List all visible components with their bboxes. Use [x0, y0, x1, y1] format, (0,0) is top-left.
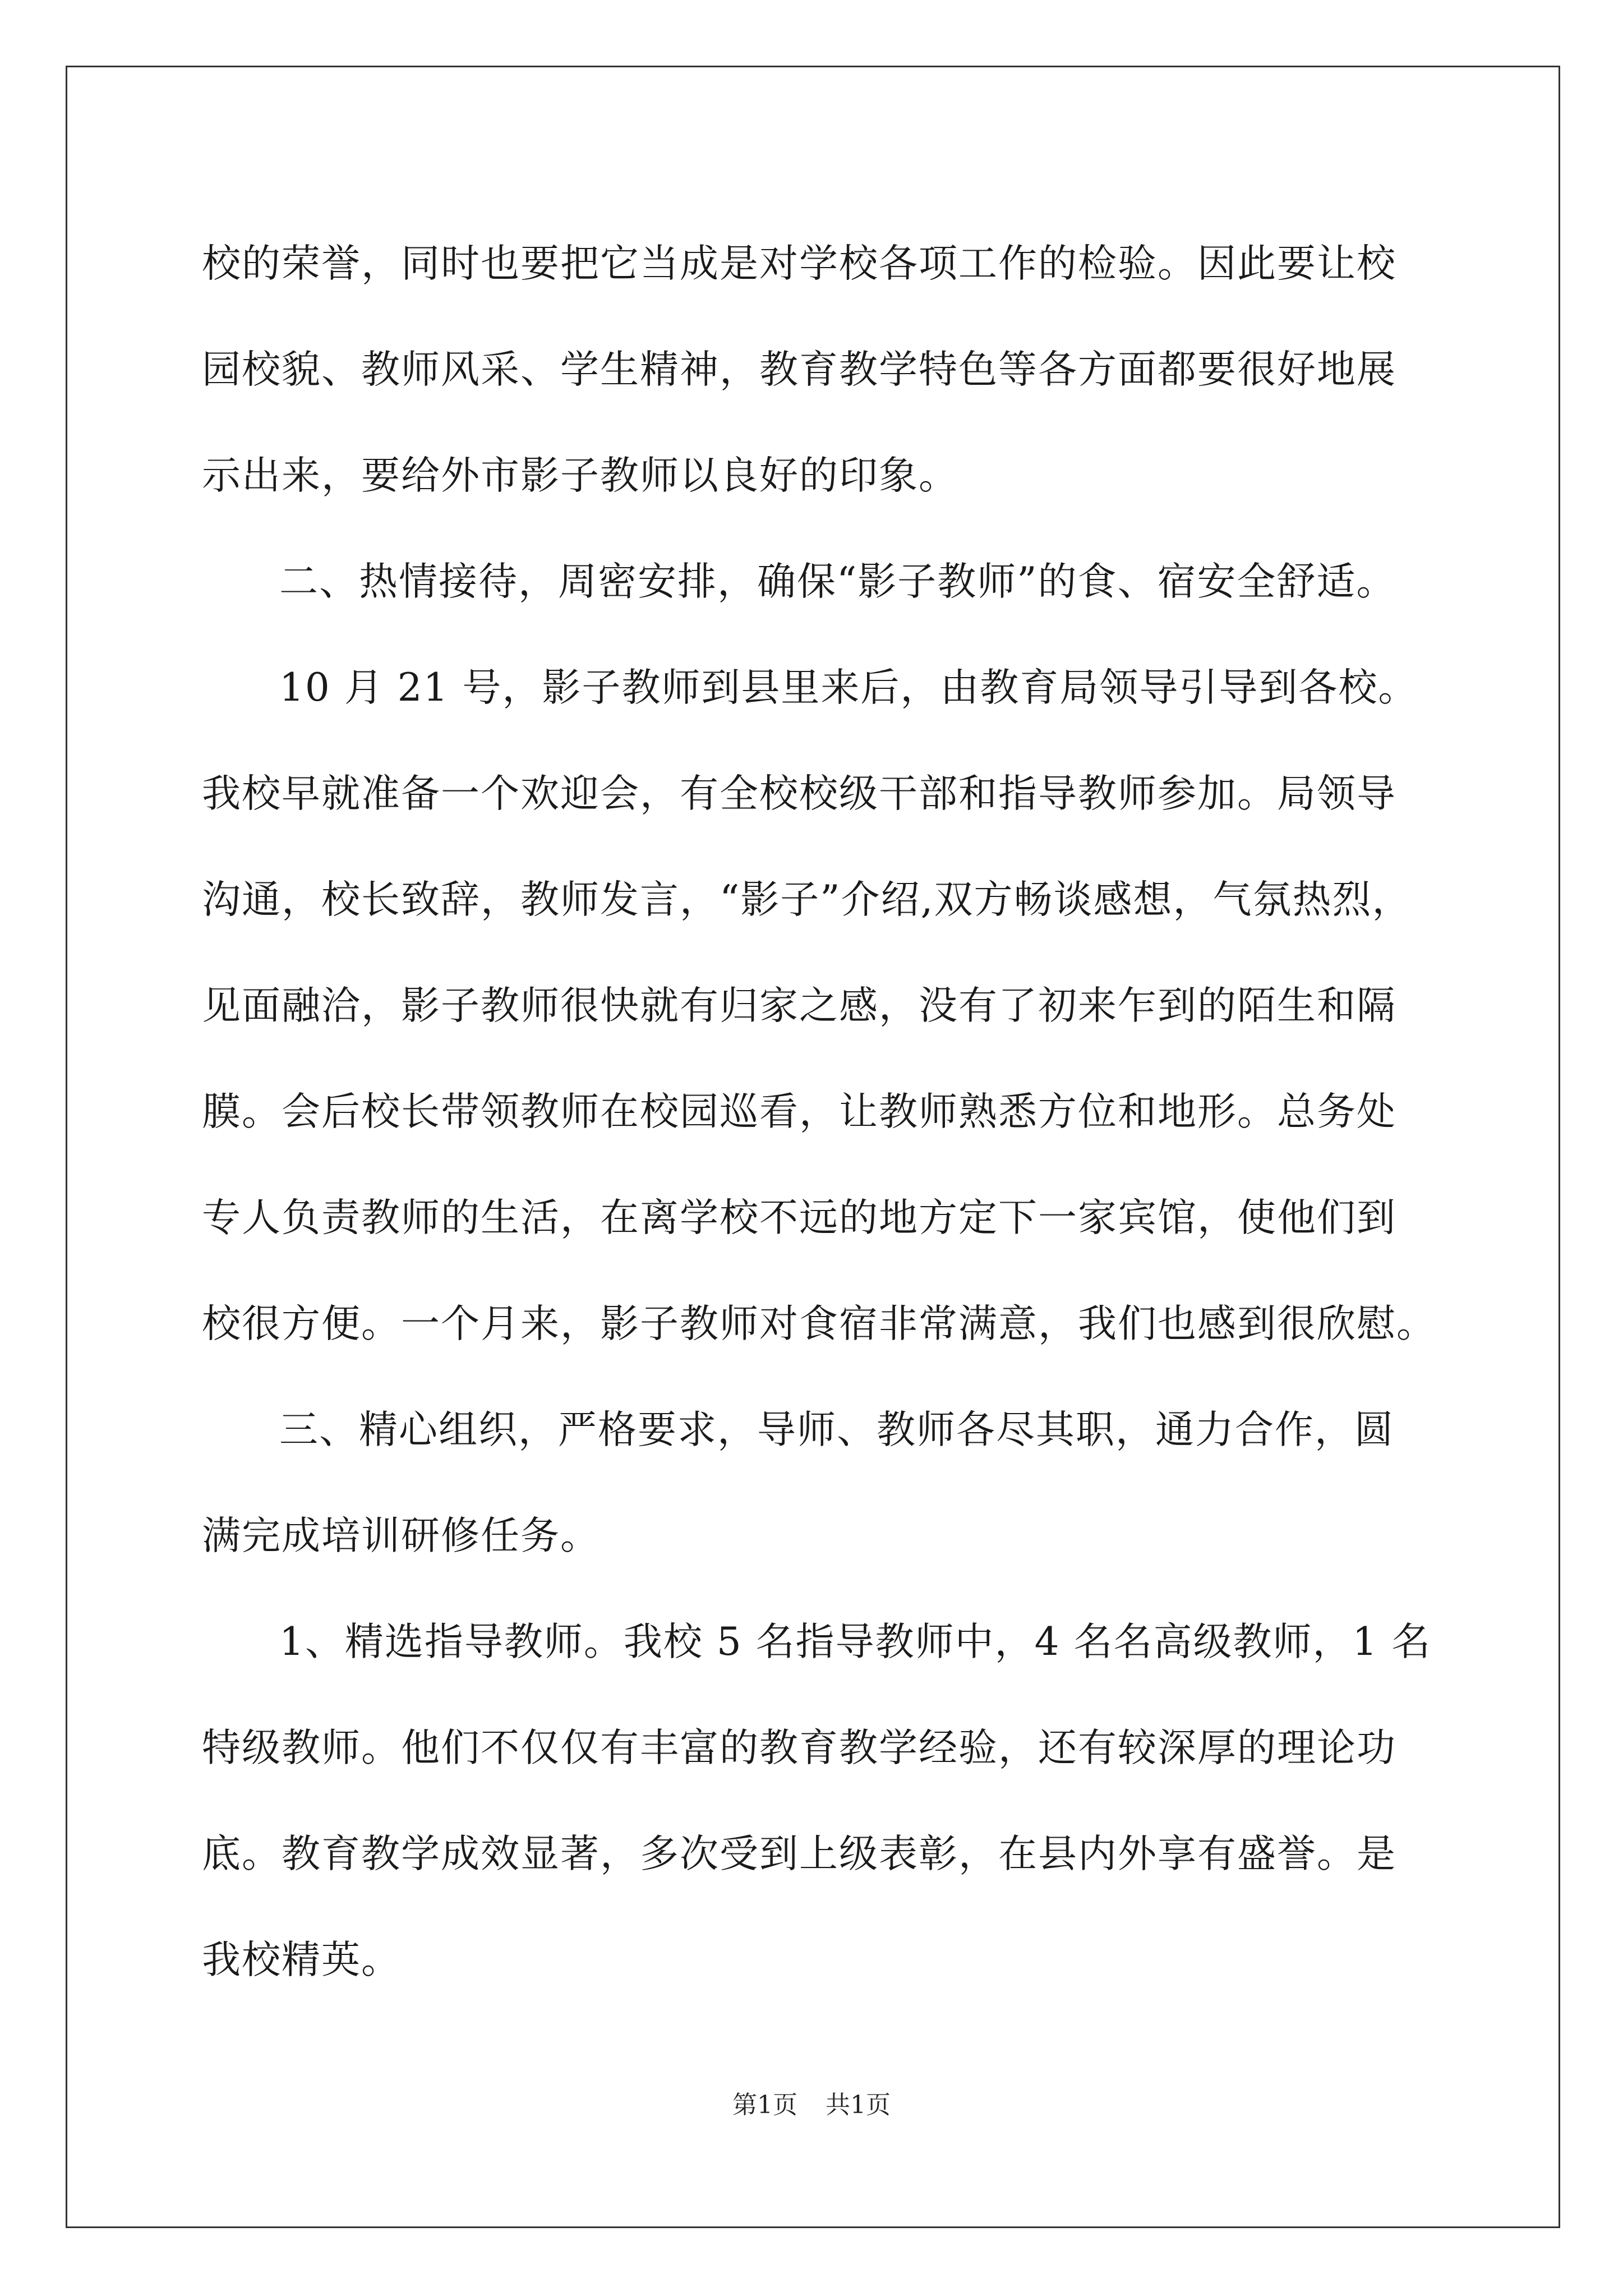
text-line: 10 月 21 号，影子教师到县里来后，由教育局领导引导到各校。: [279, 665, 1418, 710]
section-heading-2: 二、热情接待，周密安排，确保“影子教师”的食、宿安全舒适。: [279, 559, 1396, 604]
text-line: 见面融洽，影子教师很快就有归家之感，没有了初来乍到的陌生和隔: [202, 983, 1396, 1028]
document-body: [202, 211, 1436, 2013]
text-line: 沟通，校长致辞，教师发言，“影子”介绍,双方畅谈感想，气氛热烈，: [202, 877, 1412, 922]
text-line: 膜。会后校长带领教师在校园巡看，让教师熟悉方位和地形。总务处: [202, 1089, 1396, 1134]
text-line: 示出来，要给外市影子教师以良好的印象。: [202, 453, 958, 498]
text-line: 底。教育教学成效显著，多次受到上级表彰，在县内外享有盛誉。是: [202, 1832, 1396, 1876]
page-total: 共1页: [826, 2091, 891, 2119]
page-footer: [0, 2085, 1623, 2120]
text-line: 特级教师。他们不仅仅有丰富的教育教学经验，还有较深厚的理论功: [202, 1726, 1396, 1770]
text-line: 专人负责教师的生活，在离学校不远的地方定下一家宾馆，使他们到: [202, 1195, 1396, 1240]
text-line: 满完成培训研修任务。: [202, 1513, 600, 1558]
text-line: 校很方便。一个月来，影子教师对食宿非常满意，我们也感到很欣慰。: [202, 1301, 1436, 1346]
text-line: 我校早就准备一个欢迎会，有全校校级干部和指导教师参加。局领导: [202, 771, 1396, 816]
text-line: 园校貌、教师风采、学生精神，教育教学特色等各方面都要很好地展: [202, 347, 1396, 392]
text-line: 我校精英。: [202, 1938, 401, 1982]
text-line: 1、精选指导教师。我校 5 名指导教师中，4 名名高级教师，1 名: [279, 1619, 1432, 1664]
page-number: 第1页: [732, 2091, 797, 2119]
text-line: 校的荣誉，同时也要把它当成是对学校各项工作的检验。因此要让校: [202, 241, 1396, 286]
section-heading-3: 三、精心组织，严格要求，导师、教师各尽其职，通力合作，圆: [279, 1407, 1394, 1452]
